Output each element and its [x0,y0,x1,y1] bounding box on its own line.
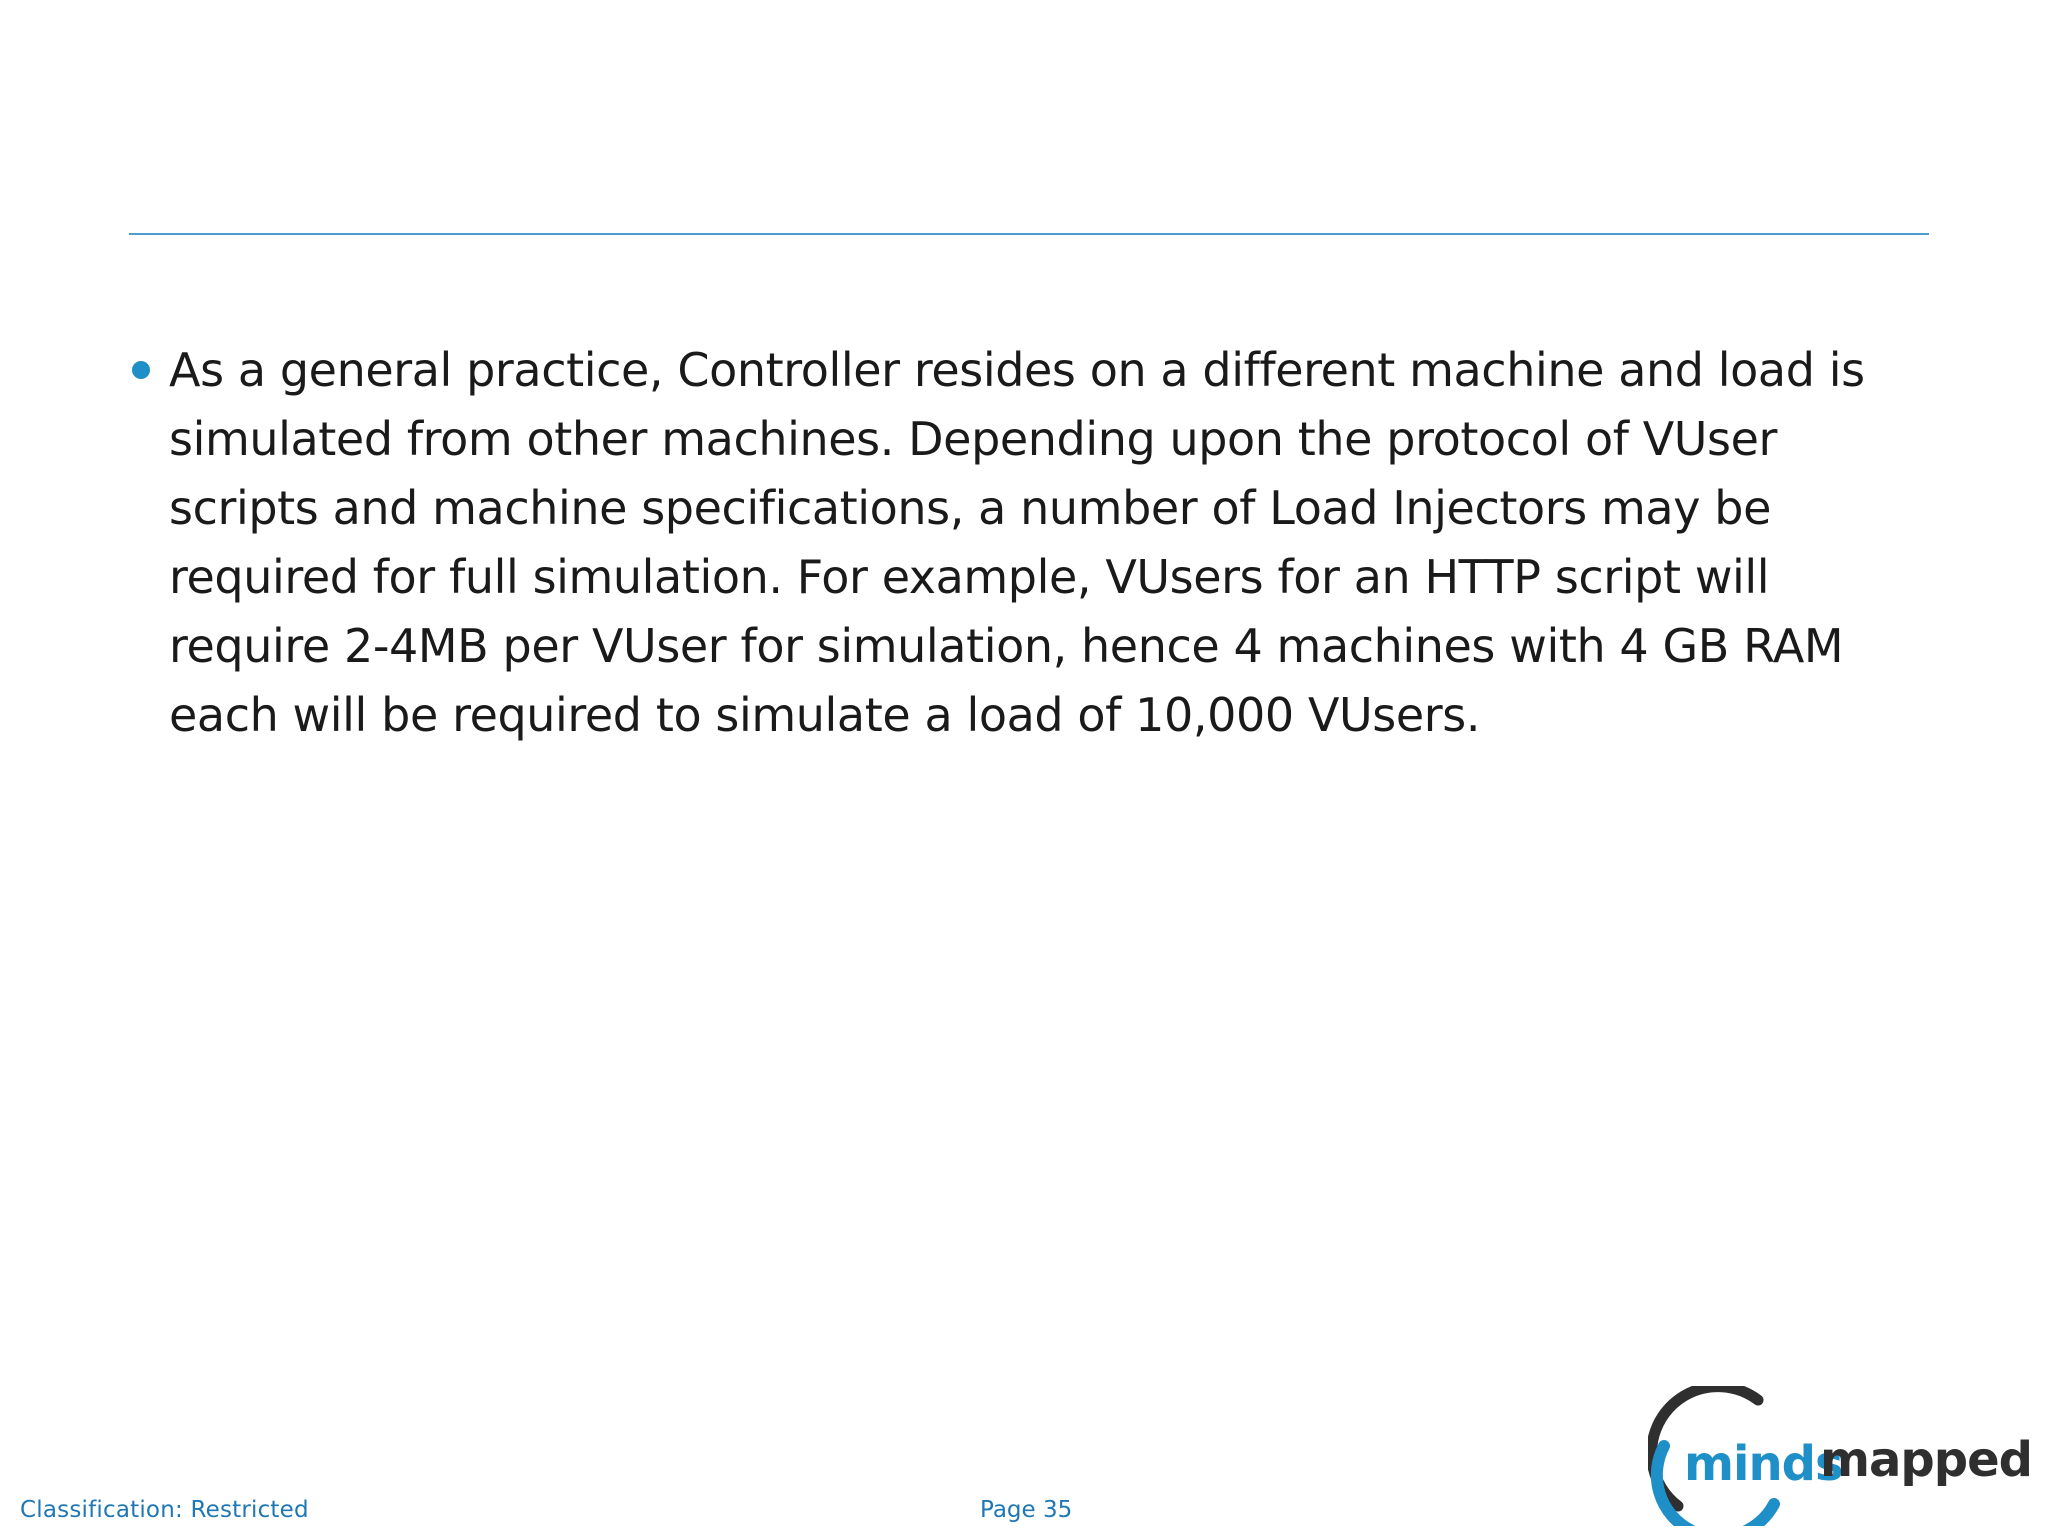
logo-text-minds: minds [1684,1436,1843,1492]
bullet-line: As a general practice, Controller resides on a different machine and load is [169,343,1865,397]
logo-text-mapped: mapped [1820,1432,2033,1488]
classification-label: Classification: Restricted [20,1497,309,1523]
bullet-line: each will be required to simulate a load of 10,000 VUsers. [169,688,1481,742]
bullet-line: scripts and machine specifications, a number of Load Injectors may be [169,481,1771,535]
bullet-line: require 2-4MB per VUser for simulation, hence 4 machines with 4 GB RAM [169,619,1844,673]
bullet-line: required for full simulation. For example, VUsers for an HTTP script will [169,550,1770,604]
bullet-item [130,336,1930,750]
title-divider [129,233,1929,235]
bullet-line: simulated from other machines. Depending upon the protocol of VUser [169,412,1778,466]
mindsmapped-logo [1648,1386,2048,1526]
slide-body [130,336,1930,750]
bullet-dot-icon [132,361,150,379]
page-number: Page 35 [980,1497,1073,1523]
bullet-text [169,336,1930,750]
